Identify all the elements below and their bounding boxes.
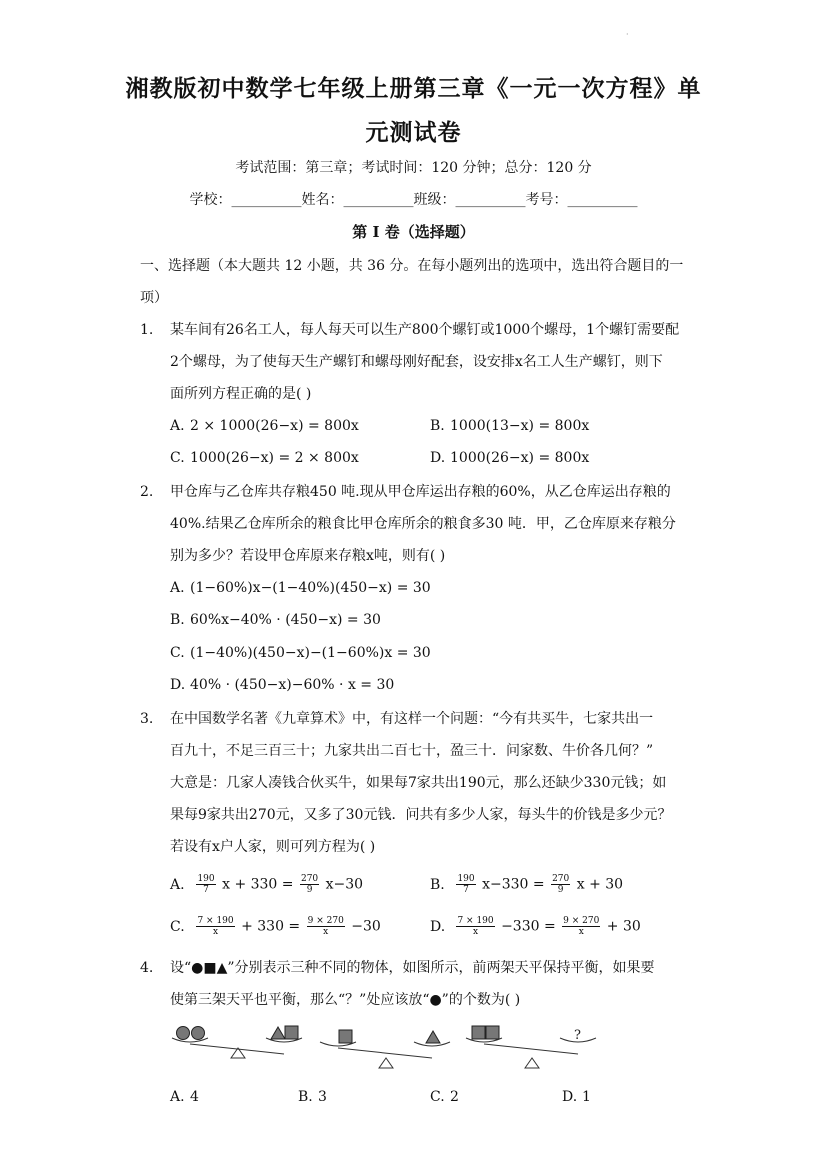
square-object [285,1026,298,1039]
question-stem-line: 某车间有26名工人，每人每天可以生产800个螺钉或1000个螺母，1个螺钉需要配 [170,322,680,338]
question-stem-line: 若设有x户人家，则可列方程为( ) [170,839,376,855]
option-label: B. [430,876,445,893]
fraction-denominator: x [578,927,584,937]
fraction-numerator: 190 [197,874,215,884]
fraction-denominator: x [213,927,219,937]
option-b[interactable] [430,418,589,434]
option-label: D. [430,450,446,466]
circle-object [177,1027,190,1040]
question-stem-line: 大意是：几家人凑钱合伙买牛，如果每7家共出190元，那么还缺少330元钱；如 [170,775,667,791]
option-text: (1−40%)(450−x)−(1−60%)x = 30 [190,645,431,661]
option-text: + 30 [606,918,641,935]
fraction-numerator: 9 × 270 [563,916,600,926]
option-d[interactable] [430,450,589,466]
question-stem-line: 使第三架天平也平衡，那么“？”处应该放“●”的个数为( ) [170,992,521,1008]
option-a[interactable] [170,418,359,434]
fraction [456,916,494,937]
balance-scales-figure [168,1020,608,1074]
option-text: 1000(26−x) = 2 × 800x [190,450,359,466]
option-label: C. [170,450,185,466]
option-d[interactable] [430,916,641,937]
square-object [486,1026,499,1039]
question-stem-line: 别为多少？若设甲仓库原来存粮x吨，则有( ) [170,548,446,564]
page-title: 湘教版初中数学七年级上册第三章《一元一次方程》单 [125,76,702,102]
option-label: A. [170,418,185,434]
option-text: −330 = [501,918,556,935]
fraction [307,916,345,937]
option-label: C. [430,1089,445,1105]
option-c[interactable] [170,645,431,661]
fraction-denominator: x [473,927,479,937]
option-b[interactable] [430,874,623,895]
balance-scale-2 [320,1042,450,1068]
fraction-denominator: 7 [463,885,469,895]
square-object [472,1026,485,1039]
question-stem-line: 在中国数学名著《九章算术》中，有这样一个问题：“今有共买牛，七家共出一 [170,711,654,727]
question-4 [140,952,700,1016]
fraction [196,874,215,895]
option-label: A. [170,1089,185,1105]
fraction-denominator: 9 [306,885,313,895]
question-stem-line: 果每9家共出270元，又多了30元钱．问共有多少人家，每头牛的价钱是多少元？ [170,807,672,823]
question-stem-line: 40%.结果乙仓库所余的粮食比甲仓库所余的粮食多30 吨．甲，乙仓库原来存粮分 [170,516,676,532]
fraction [300,874,319,895]
student-fields: 学校：__________姓名：__________班级：__________考号：__________ [189,192,638,208]
fraction [551,874,570,895]
option-text: 4 [190,1089,199,1105]
option-text: x + 330 = [222,876,294,893]
option-label: A. [170,580,185,596]
fraction-numerator: 7 × 190 [457,916,494,926]
question-number: 1. [140,322,154,338]
question-stem-line: 设“●■▲”分别表示三种不同的物体，如图所示，前两架天平保持平衡，如果要 [170,960,655,976]
fraction [562,916,600,937]
option-text: 1 [582,1089,591,1105]
fraction-denominator: 7 [203,885,209,895]
question-2 [140,476,700,572]
fraction-numerator: 270 [552,874,570,884]
option-text: −30 [351,918,381,935]
balance-scale-1 [172,1038,302,1058]
option-text: x + 30 [576,876,624,893]
option-text: 3 [318,1089,327,1105]
option-label: B. [430,418,445,434]
option-text: x−30 [325,876,364,893]
question-stem-line: 百九十，不足三百三十；九家共出二百七十，盈三十．问家数、牛价各几何？” [170,743,654,759]
option-label: A. [170,876,185,893]
corner-mark: · [626,30,629,39]
question-number: 2. [140,484,154,500]
question-stem-line: 2个螺母，为了使每天生产螺钉和螺母刚好配套，设安排x名工人生产螺钉，则下 [170,354,663,370]
fraction-numerator: 270 [300,874,319,884]
option-a[interactable] [170,580,431,596]
option-c[interactable] [430,1089,459,1105]
option-c[interactable] [170,450,359,466]
fraction-denominator: x [323,927,329,937]
exam-info: 考试范围：第三章；考试时间：120 分钟；总分：120 分 [235,160,592,176]
triangle-object [426,1031,440,1043]
circle-object [192,1027,205,1040]
fraction-numerator: 190 [457,874,475,884]
option-c[interactable] [170,916,381,937]
option-text: (1−60%)x−(1−40%)(450−x) = 30 [190,580,431,596]
unknown-question-mark: ? [574,1028,581,1043]
question-stem-line: 面所列方程正确的是( ) [170,386,312,402]
fraction-denominator: 9 [557,885,564,895]
option-a[interactable] [170,1089,199,1105]
square-object [339,1030,352,1043]
option-b[interactable] [170,612,381,628]
option-d[interactable] [170,677,394,693]
option-text: x−330 = [482,876,545,893]
question-number: 4. [140,960,154,976]
option-label: C. [170,918,185,935]
option-a[interactable] [170,874,363,895]
option-text: 60%x−40% · (450−x) = 30 [190,612,381,628]
option-text: 2 × 1000(26−x) = 800x [190,418,359,434]
option-label: C. [170,645,185,661]
option-text: 1000(13−x) = 800x [450,418,590,434]
question-stem-line: 甲仓库与乙仓库共存粮450 吨.现从甲仓库运出存粮的60%，从乙仓库运出存粮的 [170,484,671,500]
triangle-object [271,1027,285,1039]
section-heading: 一、选择题（本大题共 12 小题，共 36 分。在每小题列出的选项中，选出符合题目的一项） [140,258,684,306]
option-text: 2 [450,1089,459,1105]
option-text: + 330 = [241,918,301,935]
option-d[interactable] [562,1089,591,1105]
question-3 [140,703,700,863]
fraction [456,874,475,895]
option-label: B. [298,1089,313,1105]
option-label: D. [170,677,186,693]
option-text: 1000(26−x) = 800x [450,450,590,466]
fraction-numerator: 9 × 270 [307,916,344,926]
fraction [196,916,234,937]
volume-heading: 第 I 卷（选择题） [352,223,475,241]
option-b[interactable] [298,1089,327,1105]
option-label: B. [170,612,185,628]
option-label: D. [430,918,446,935]
option-text: 40% · (450−x)−60% · x = 30 [190,677,395,693]
page-title-continued: 元测试卷 [365,120,462,146]
option-label: D. [562,1089,578,1105]
question-number: 3. [140,711,154,727]
fraction-numerator: 7 × 190 [197,916,234,926]
question-1 [140,314,700,410]
